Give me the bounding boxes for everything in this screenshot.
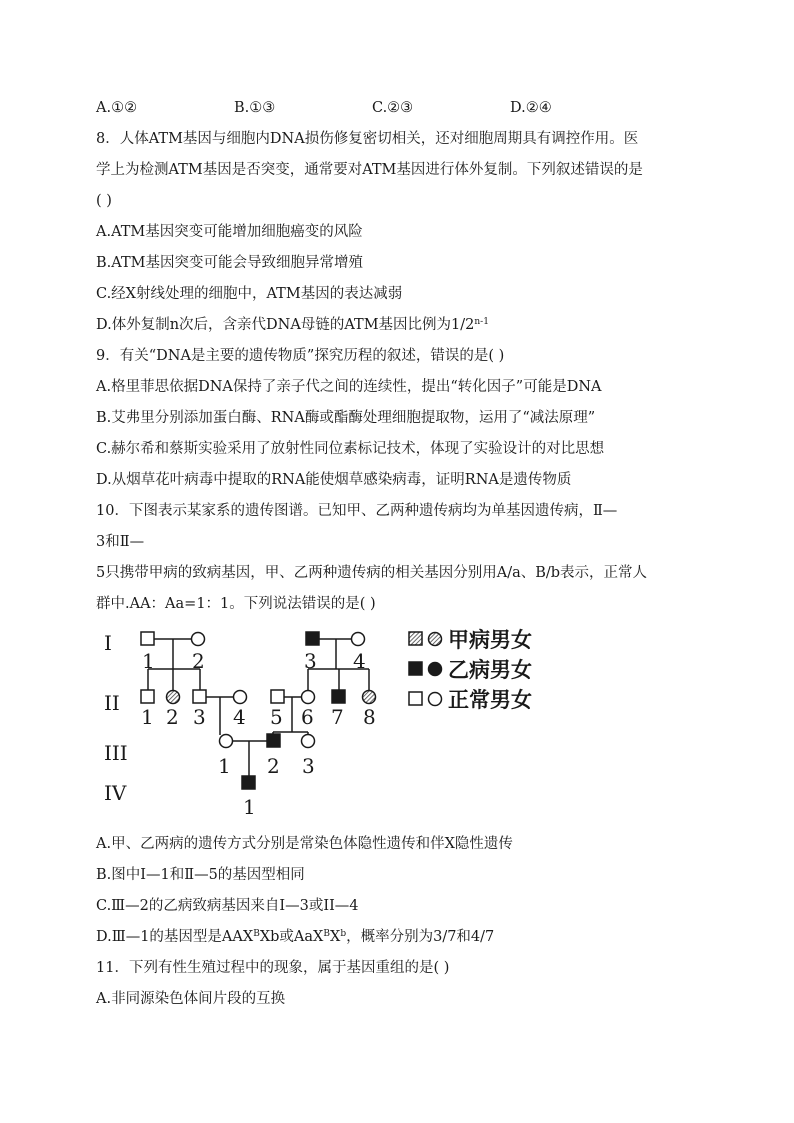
- q9-option-d: D.从烟草花叶病毒中提取的RNA能使烟草感染病毒，证明RNA是遗传物质: [96, 472, 572, 488]
- gen2-label-4: 4: [233, 705, 246, 729]
- q7-option-d: D.②④: [510, 100, 552, 116]
- gen2-label-3: 3: [193, 705, 206, 729]
- gen1-female-2: [192, 633, 205, 646]
- q8-option-d-text: D.体外复制n次后，含亲代DNA母链的ATM基因比例为1/2: [96, 317, 475, 333]
- q10-stem-line1: 10．下图表示某家系的遗传图谱。已知甲、乙两种遗传病均为单基因遗传病，Ⅱ—: [96, 503, 618, 519]
- q10-option-d-sup3: b: [340, 929, 347, 939]
- gen2-male-7-affected-b: [332, 690, 345, 703]
- q10-option-d: [96, 927, 494, 947]
- gen3-label-1: 1: [218, 754, 231, 778]
- gen3-female-1: [220, 735, 233, 748]
- gen3-label-3: 3: [302, 754, 315, 778]
- gen2-label-2: 2: [166, 705, 179, 729]
- q8-option-d: [96, 315, 489, 335]
- q10-option-c: C.Ⅲ—2的乙病致病基因来自Ⅰ—3或ⅠⅠ—4: [96, 898, 359, 914]
- legend-female-b-icon: [429, 663, 442, 676]
- q10-option-d-part3: X: [330, 929, 341, 945]
- legend-female-a-icon: [429, 633, 442, 646]
- legend-male-normal-icon: [409, 692, 422, 705]
- gen2-label-1: 1: [141, 705, 154, 729]
- generation-label-3: III: [104, 741, 128, 765]
- legend-male-a-icon: [409, 632, 422, 645]
- q8-option-a: A.ATM基因突变可能增加细胞癌变的风险: [96, 224, 363, 240]
- gen1-label-4: 4: [353, 649, 366, 673]
- q7-option-c: C.②③: [372, 100, 414, 116]
- q8-option-d-exponent: n-1: [474, 317, 489, 327]
- legend-label-a: 甲病男女: [448, 627, 532, 652]
- q8-stem-line2: 学上为检测ATM基因是否突变，通常要对ATM基因进行体外复制。下列叙述错误的是: [96, 162, 643, 178]
- q11-stem: 11．下列有性生殖过程中的现象，属于基因重组的是( ): [96, 960, 450, 976]
- gen2-label-8: 8: [363, 705, 376, 729]
- gen1-male-3-affected-b: [306, 632, 319, 645]
- gen2-male-3: [193, 690, 206, 703]
- q9-option-b: B.艾弗里分别添加蛋白酶、RNA酶或酯酶处理细胞提取物，运用了“减法原理”: [96, 410, 596, 426]
- q10-option-d-part4: ，概率分别为3/7和4/7: [346, 929, 495, 945]
- q8-answer-blank: ( ): [96, 193, 112, 209]
- gen1-label-2: 2: [192, 649, 205, 673]
- gen1-male-1: [141, 632, 154, 645]
- gen3-label-2: 2: [267, 754, 280, 778]
- gen3-male-2-affected-b: [267, 734, 280, 747]
- legend-female-normal-icon: [429, 693, 442, 706]
- gen1-label-1: 1: [142, 649, 155, 673]
- generation-label-2: II: [104, 691, 120, 715]
- gen2-label-6: 6: [301, 705, 314, 729]
- gen1-label-3: 3: [304, 649, 317, 673]
- q10-option-a: A.甲、乙两病的遗传方式分别是常染色体隐性遗传和伴X隐性遗传: [96, 836, 513, 852]
- gen1-female-4: [352, 633, 365, 646]
- gen2-male-1: [141, 690, 154, 703]
- q10-stem-line2: 3和Ⅱ—: [96, 534, 145, 550]
- gen2-label-7: 7: [331, 705, 344, 729]
- q9-option-c: C.赫尔希和蔡斯实验采用了放射性同位素标记技术，体现了实验设计的对比思想: [96, 441, 605, 457]
- legend-label-normal: 正常男女: [448, 687, 532, 712]
- gen2-female-2-affected-a: [167, 691, 180, 704]
- q7-option-a: A.①②: [96, 100, 138, 116]
- q11-option-a: A.非同源染色体间片段的互换: [96, 991, 286, 1007]
- q10-option-d-sup1: B: [253, 929, 260, 939]
- gen2-female-4: [234, 691, 247, 704]
- q10-stem-line4: 群中.AA：Aa=1：1。下列说法错误的是( ): [96, 596, 376, 612]
- q10-option-d-sup2: B: [323, 929, 330, 939]
- q10-option-d-part1: D.Ⅲ—1的基因型是AAX: [96, 929, 254, 945]
- gen2-female-6: [302, 691, 315, 704]
- q9-stem: 9．有关“DNA是主要的遗传物质”探究历程的叙述，错误的是( ): [96, 348, 505, 364]
- gen4-male-1-affected-b: [242, 776, 255, 789]
- q8-option-b: B.ATM基因突变可能会导致细胞异常增殖: [96, 255, 363, 271]
- q10-option-d-part2: Xb或AaX: [259, 929, 324, 945]
- gen4-label-1: 1: [243, 795, 256, 819]
- legend-male-b-icon: [409, 662, 422, 675]
- gen2-female-8-affected-a: [363, 691, 376, 704]
- q8-stem-line1: 8．人体ATM基因与细胞内DNA损伤修复密切相关，还对细胞周期具有调控作用。医: [96, 131, 639, 147]
- q8-option-c: C.经X射线处理的细胞中，ATM基因的表达减弱: [96, 286, 403, 302]
- q10-option-b: B.图中Ⅰ—1和Ⅱ—5的基因型相同: [96, 867, 305, 883]
- q7-option-b: B.①③: [234, 100, 276, 116]
- gen3-female-3: [302, 735, 315, 748]
- q9-option-a: A.格里菲思依据DNA保持了亲子代之间的连续性，提出“转化因子”可能是DNA: [96, 379, 602, 395]
- generation-label-4: IV: [104, 781, 127, 805]
- legend-label-b: 乙病男女: [448, 657, 532, 682]
- generation-label-1: I: [104, 631, 112, 655]
- q10-stem-line3: 5只携带甲病的致病基因，甲、乙两种遗传病的相关基因分别用A/a、B/b表示，正常人: [96, 565, 648, 581]
- pedigree-chart: [96, 624, 548, 824]
- gen2-label-5: 5: [270, 705, 283, 729]
- gen2-male-5: [271, 690, 284, 703]
